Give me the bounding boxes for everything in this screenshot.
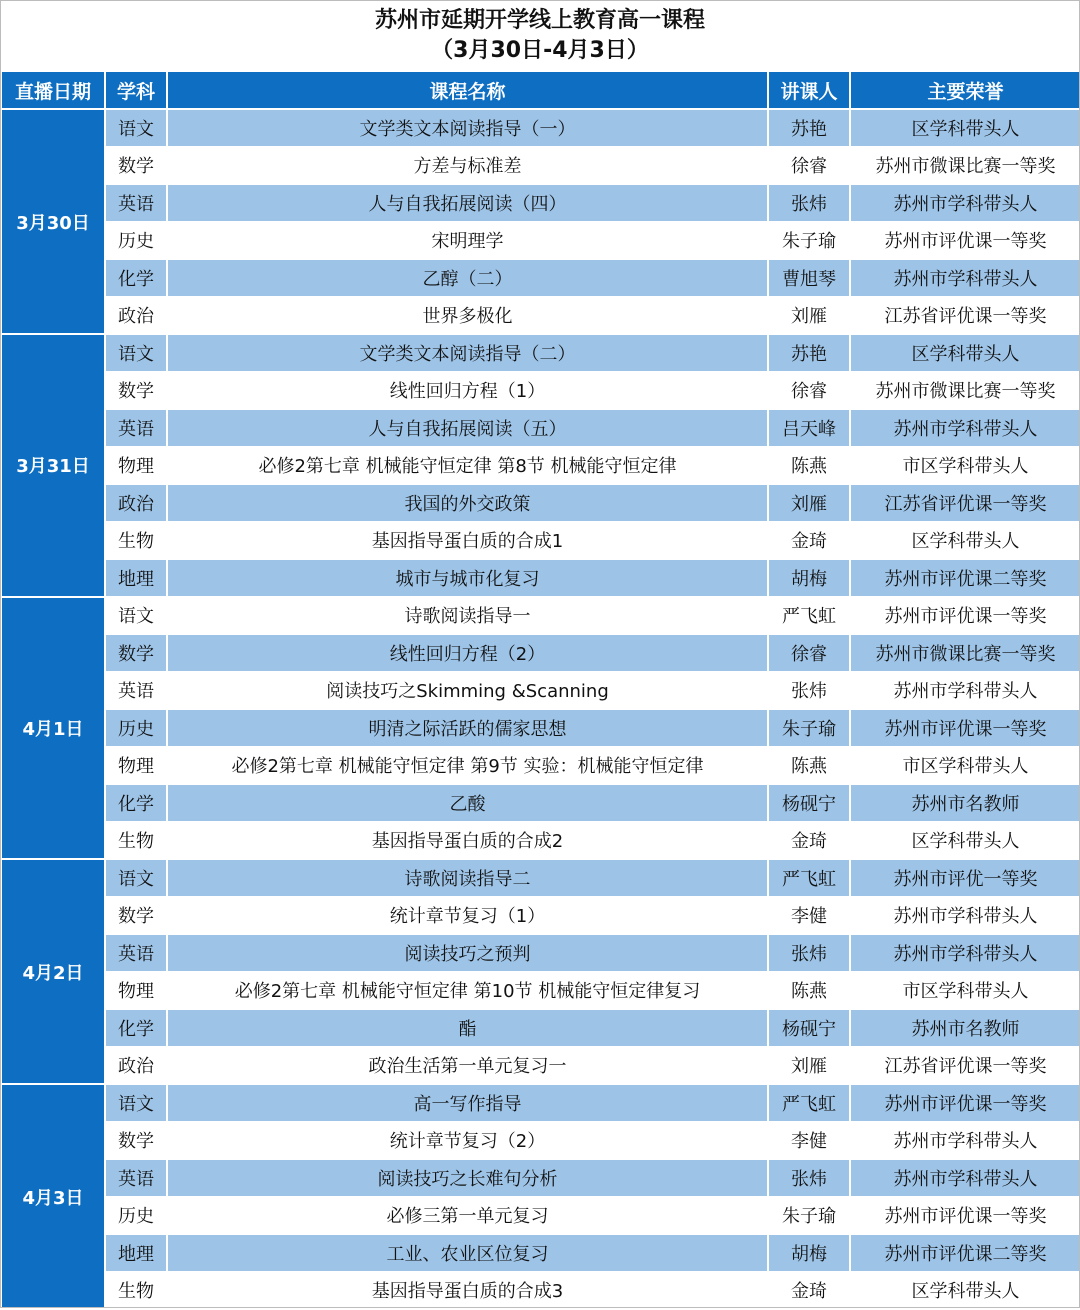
honor-cell: 苏州市学科带头人: [850, 897, 1080, 935]
honor-cell: 苏州市微课比赛一等奖: [850, 634, 1080, 672]
honor-cell: 苏州市评优课一等奖: [850, 597, 1080, 635]
table-row: [1, 747, 1080, 785]
honor-cell: 苏州市学科带头人: [850, 259, 1080, 297]
table-row: [1, 672, 1080, 710]
teacher-cell: 杨砚宁: [768, 784, 850, 822]
teacher-cell: 陈燕: [768, 972, 850, 1010]
teacher-cell: 苏艳: [768, 109, 850, 147]
subject-cell: 生物: [105, 822, 167, 860]
honor-cell: 苏州市评优课一等奖: [850, 222, 1080, 260]
honor-cell: 苏州市学科带头人: [850, 184, 1080, 222]
honor-cell: 区学科带头人: [850, 822, 1080, 860]
subject-cell: 地理: [105, 1234, 167, 1272]
subject-cell: 语文: [105, 597, 167, 635]
subject-cell: 数学: [105, 634, 167, 672]
honor-cell: 苏州市评优课二等奖: [850, 559, 1080, 597]
honor-cell: 苏州市微课比赛一等奖: [850, 147, 1080, 185]
teacher-cell: 胡梅: [768, 559, 850, 597]
honor-cell: 苏州市学科带头人: [850, 409, 1080, 447]
course-cell: 明清之际活跃的儒家思想: [167, 709, 768, 747]
course-cell: 酯: [167, 1009, 768, 1047]
teacher-cell: 杨砚宁: [768, 1009, 850, 1047]
course-cell: 基因指导蛋白质的合成3: [167, 1272, 768, 1310]
course-cell: 阅读技巧之预判: [167, 934, 768, 972]
table-row: [1, 897, 1080, 935]
course-cell: 统计章节复习（2）: [167, 1122, 768, 1160]
table-row: [1, 147, 1080, 185]
teacher-cell: 徐睿: [768, 372, 850, 410]
honor-cell: 苏州市学科带头人: [850, 1159, 1080, 1197]
teacher-cell: 刘雁: [768, 297, 850, 335]
subject-cell: 化学: [105, 1009, 167, 1047]
title-main: 苏州市延期开学线上教育高一课程: [374, 8, 705, 33]
table-row: [1, 784, 1080, 822]
course-cell: 城市与城市化复习: [167, 559, 768, 597]
teacher-cell: 严飞虹: [768, 1084, 850, 1122]
course-cell: 必修2第七章 机械能守恒定律 第8节 机械能守恒定律: [167, 447, 768, 485]
table-row: [1, 1009, 1080, 1047]
honor-cell: 苏州市学科带头人: [850, 934, 1080, 972]
table-row: [1, 259, 1080, 297]
teacher-cell: 张炜: [768, 672, 850, 710]
subject-cell: 生物: [105, 522, 167, 560]
table-row: [1, 484, 1080, 522]
date-cell: 4月3日: [1, 1084, 105, 1309]
subject-cell: 语文: [105, 334, 167, 372]
table-row: [1, 859, 1080, 897]
subject-cell: 物理: [105, 747, 167, 785]
course-cell: 线性回归方程（1）: [167, 372, 768, 410]
teacher-cell: 徐睿: [768, 147, 850, 185]
honor-cell: 苏州市评优课一等奖: [850, 709, 1080, 747]
table-row: [1, 334, 1080, 372]
teacher-cell: 金琦: [768, 522, 850, 560]
subject-cell: 数学: [105, 897, 167, 935]
course-cell: 文学类文本阅读指导（一）: [167, 109, 768, 147]
teacher-cell: 金琦: [768, 822, 850, 860]
course-cell: 我国的外交政策: [167, 484, 768, 522]
subject-cell: 英语: [105, 1159, 167, 1197]
course-cell: 世界多极化: [167, 297, 768, 335]
subject-cell: 数学: [105, 147, 167, 185]
course-cell: 基因指导蛋白质的合成1: [167, 522, 768, 560]
header-teacher: 讲课人: [768, 71, 850, 109]
date-cell: 4月2日: [1, 859, 105, 1084]
honor-cell: 苏州市评优一等奖: [850, 859, 1080, 897]
course-cell: 人与自我拓展阅读（四）: [167, 184, 768, 222]
teacher-cell: 金琦: [768, 1272, 850, 1310]
subject-cell: 英语: [105, 672, 167, 710]
teacher-cell: 朱子瑜: [768, 222, 850, 260]
course-cell: 方差与标准差: [167, 147, 768, 185]
course-cell: 统计章节复习（1）: [167, 897, 768, 935]
subject-cell: 物理: [105, 972, 167, 1010]
honor-cell: 苏州市评优课一等奖: [850, 1197, 1080, 1235]
table-row: [1, 109, 1080, 147]
header-subject: 学科: [105, 71, 167, 109]
honor-cell: 市区学科带头人: [850, 447, 1080, 485]
table-row: [1, 1272, 1080, 1310]
table-row: [1, 972, 1080, 1010]
table-row: [1, 409, 1080, 447]
table-row: [1, 297, 1080, 335]
subject-cell: 数学: [105, 1122, 167, 1160]
teacher-cell: 李健: [768, 897, 850, 935]
table-row: [1, 1084, 1080, 1122]
honor-cell: 区学科带头人: [850, 109, 1080, 147]
table-row: [1, 559, 1080, 597]
course-cell: 阅读技巧之Skimming &Scanning: [167, 672, 768, 710]
course-cell: 诗歌阅读指导一: [167, 597, 768, 635]
honor-cell: 区学科带头人: [850, 1272, 1080, 1310]
teacher-cell: 刘雁: [768, 1047, 850, 1085]
schedule-table: [0, 70, 1080, 1310]
subject-cell: 历史: [105, 1197, 167, 1235]
course-cell: 诗歌阅读指导二: [167, 859, 768, 897]
subject-cell: 生物: [105, 1272, 167, 1310]
teacher-cell: 李健: [768, 1122, 850, 1160]
header-honor: 主要荣誉: [850, 71, 1080, 109]
subject-cell: 政治: [105, 297, 167, 335]
honor-cell: 市区学科带头人: [850, 972, 1080, 1010]
subject-cell: 语文: [105, 109, 167, 147]
teacher-cell: 刘雁: [768, 484, 850, 522]
subject-cell: 化学: [105, 259, 167, 297]
teacher-cell: 苏艳: [768, 334, 850, 372]
table-row: [1, 1159, 1080, 1197]
honor-cell: 区学科带头人: [850, 334, 1080, 372]
table-row: [1, 1047, 1080, 1085]
honor-cell: 苏州市学科带头人: [850, 672, 1080, 710]
course-cell: 宋明理学: [167, 222, 768, 260]
course-cell: 必修三第一单元复习: [167, 1197, 768, 1235]
date-cell: 3月31日: [1, 334, 105, 597]
subject-cell: 地理: [105, 559, 167, 597]
teacher-cell: 胡梅: [768, 1234, 850, 1272]
teacher-cell: 吕天峰: [768, 409, 850, 447]
honor-cell: 苏州市学科带头人: [850, 1122, 1080, 1160]
table-row: [1, 1234, 1080, 1272]
subject-cell: 英语: [105, 184, 167, 222]
honor-cell: 江苏省评优课一等奖: [850, 297, 1080, 335]
course-cell: 工业、农业区位复习: [167, 1234, 768, 1272]
schedule-body: [1, 109, 1080, 1309]
header-row: [1, 71, 1080, 109]
teacher-cell: 张炜: [768, 1159, 850, 1197]
table-row: [1, 709, 1080, 747]
teacher-cell: 严飞虹: [768, 597, 850, 635]
honor-cell: 苏州市评优课一等奖: [850, 1084, 1080, 1122]
table-row: [1, 1197, 1080, 1235]
table-row: [1, 934, 1080, 972]
table-row: [1, 184, 1080, 222]
header-course: 课程名称: [167, 71, 768, 109]
page-title: [0, 0, 1080, 72]
course-cell: 人与自我拓展阅读（五）: [167, 409, 768, 447]
teacher-cell: 徐睿: [768, 634, 850, 672]
teacher-cell: 张炜: [768, 184, 850, 222]
course-cell: 线性回归方程（2）: [167, 634, 768, 672]
subject-cell: 数学: [105, 372, 167, 410]
subject-cell: 英语: [105, 934, 167, 972]
honor-cell: 市区学科带头人: [850, 747, 1080, 785]
honor-cell: 江苏省评优课一等奖: [850, 1047, 1080, 1085]
title-date-range: （3月30日-4月3日）: [431, 38, 649, 63]
subject-cell: 历史: [105, 222, 167, 260]
honor-cell: 苏州市评优课二等奖: [850, 1234, 1080, 1272]
course-cell: 文学类文本阅读指导（二）: [167, 334, 768, 372]
table-row: [1, 822, 1080, 860]
course-cell: 政治生活第一单元复习一: [167, 1047, 768, 1085]
subject-cell: 语文: [105, 859, 167, 897]
teacher-cell: 陈燕: [768, 447, 850, 485]
table-row: [1, 597, 1080, 635]
table-row: [1, 1122, 1080, 1160]
course-cell: 必修2第七章 机械能守恒定律 第10节 机械能守恒定律复习: [167, 972, 768, 1010]
honor-cell: 区学科带头人: [850, 522, 1080, 560]
teacher-cell: 朱子瑜: [768, 1197, 850, 1235]
course-cell: 乙醇（二）: [167, 259, 768, 297]
subject-cell: 化学: [105, 784, 167, 822]
teacher-cell: 朱子瑜: [768, 709, 850, 747]
subject-cell: 政治: [105, 1047, 167, 1085]
teacher-cell: 张炜: [768, 934, 850, 972]
teacher-cell: 陈燕: [768, 747, 850, 785]
subject-cell: 语文: [105, 1084, 167, 1122]
table-row: [1, 372, 1080, 410]
teacher-cell: 曹旭琴: [768, 259, 850, 297]
subject-cell: 历史: [105, 709, 167, 747]
subject-cell: 物理: [105, 447, 167, 485]
honor-cell: 江苏省评优课一等奖: [850, 484, 1080, 522]
honor-cell: 苏州市名教师: [850, 784, 1080, 822]
table-row: [1, 522, 1080, 560]
honor-cell: 苏州市微课比赛一等奖: [850, 372, 1080, 410]
date-cell: 3月30日: [1, 109, 105, 334]
table-row: [1, 222, 1080, 260]
teacher-cell: 严飞虹: [768, 859, 850, 897]
honor-cell: 苏州市名教师: [850, 1009, 1080, 1047]
table-row: [1, 447, 1080, 485]
course-cell: 高一写作指导: [167, 1084, 768, 1122]
course-cell: 基因指导蛋白质的合成2: [167, 822, 768, 860]
table-row: [1, 634, 1080, 672]
date-cell: 4月1日: [1, 597, 105, 860]
course-cell: 阅读技巧之长难句分析: [167, 1159, 768, 1197]
subject-cell: 政治: [105, 484, 167, 522]
course-cell: 必修2第七章 机械能守恒定律 第9节 实验：机械能守恒定律: [167, 747, 768, 785]
course-cell: 乙酸: [167, 784, 768, 822]
subject-cell: 英语: [105, 409, 167, 447]
header-date: 直播日期: [1, 71, 105, 109]
